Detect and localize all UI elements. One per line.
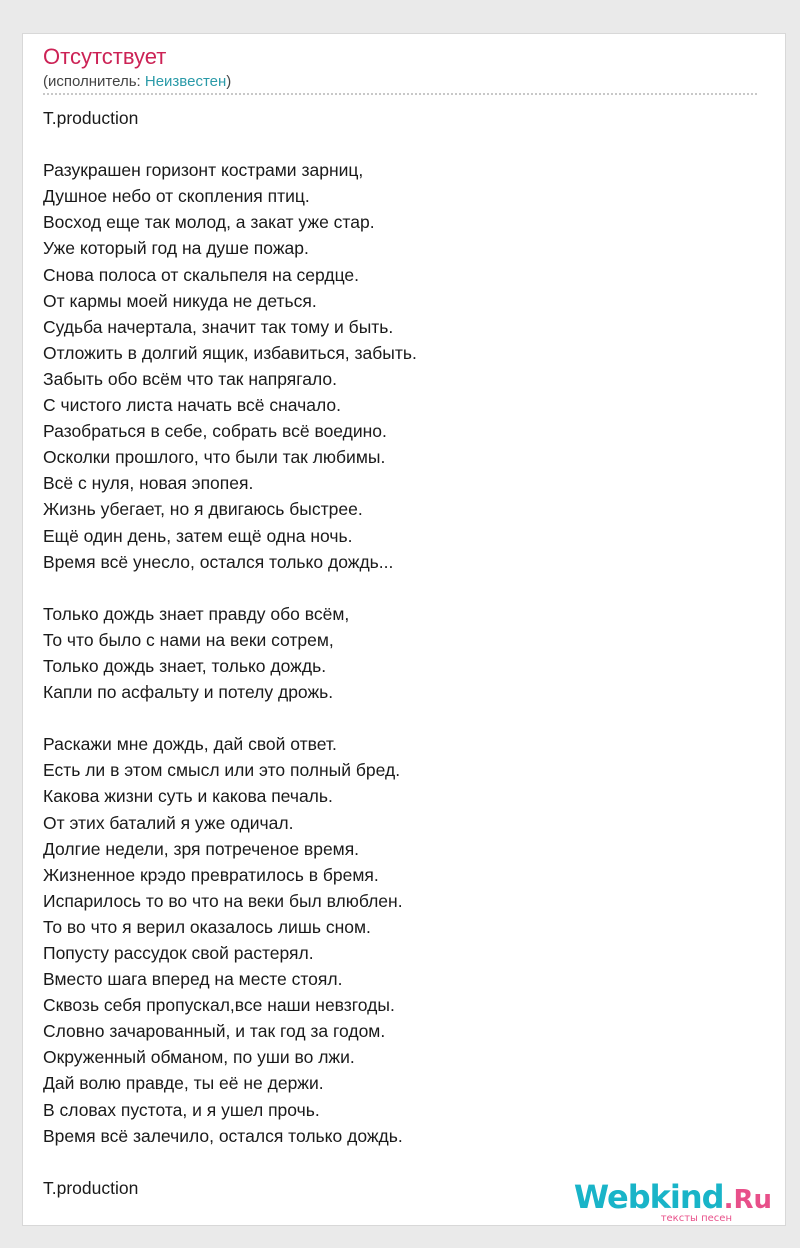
lyric-line: Снова полоса от скальпеля на сердце. xyxy=(43,264,359,285)
logo-tagline: тексты песен xyxy=(660,1213,732,1224)
lyric-line: От этих баталий я уже одичал. xyxy=(43,812,294,833)
lyric-line: Сквозь себя пропускал,все наши невзгоды. xyxy=(43,995,395,1016)
lyric-blank-line xyxy=(43,705,417,731)
lyric-line: Отложить в долгий ящик, избавиться, забыть. xyxy=(43,342,417,363)
lyric-line: Всё с нуля, новая эпопея. xyxy=(43,473,254,494)
lyric-line: Время всё залечило, остался только дождь. xyxy=(43,1125,403,1146)
lyric-line: С чистого листа начать всё сначало. xyxy=(43,395,341,416)
song-title: Отсутствует xyxy=(43,44,167,69)
lyric-blank-line xyxy=(43,1149,417,1175)
lyric-line: То во что я верил оказалось лишь сном. xyxy=(43,916,371,937)
lyric-line: T.production xyxy=(43,1177,139,1198)
artist-prefix: (исполнитель: xyxy=(43,73,145,90)
lyric-line: Осколки прошлого, что были так любимы. xyxy=(43,447,386,468)
lyric-line: В словах пустота, и я ушел прочь. xyxy=(43,1099,320,1120)
lyric-blank-line xyxy=(43,575,417,601)
divider xyxy=(43,93,757,95)
lyric-line: Ещё один день, затем ещё одна ночь. xyxy=(43,525,353,546)
lyric-line: Судьба начертала, значит так тому и быть. xyxy=(43,316,394,337)
logo-domain-suffix: .Ru xyxy=(723,1185,772,1215)
lyric-line: Время всё унесло, остался только дождь... xyxy=(43,551,394,572)
lyric-line: Окруженный обманом, по уши во лжи. xyxy=(43,1047,355,1068)
artist-suffix: ) xyxy=(226,73,232,90)
logo-wordmark xyxy=(574,1180,772,1217)
lyric-line: Какова жизни суть и какова печаль. xyxy=(43,786,333,807)
lyric-line: То что было с нами на веки сотрем, xyxy=(43,629,334,650)
lyric-line: Восход еще так молод, а закат уже стар. xyxy=(43,212,375,233)
lyric-line: Душное небо от скопления птиц. xyxy=(43,186,310,207)
lyric-line: Долгие недели, зря потреченое время. xyxy=(43,838,360,859)
artist-link[interactable]: Неизвестен xyxy=(144,73,227,90)
lyric-line: Уже который год на душе пожар. xyxy=(43,238,309,259)
lyrics-block xyxy=(43,105,417,1201)
lyric-line: Попусту рассудок свой растерял. xyxy=(43,943,314,963)
lyric-line: Есть ли в этом смысл или это полный бред. xyxy=(43,760,401,781)
lyric-line: Капли по асфальту и потелу дрожь. xyxy=(43,682,334,703)
lyric-line: Жизненное крэдо превратилось в бремя. xyxy=(43,864,379,885)
lyric-line: Разобраться в себе, собрать всё воедино. xyxy=(43,421,387,442)
lyric-line: От кармы моей никуда не деться. xyxy=(43,290,317,311)
lyric-line: Разукрашен горизонт кострами зарниц, xyxy=(43,160,364,181)
site-logo[interactable] xyxy=(574,1180,772,1224)
lyric-line: Только дождь знает, только дождь. xyxy=(43,655,327,676)
lyric-line: Жизнь убегает, но я двигаюсь быстрее. xyxy=(43,499,363,520)
lyric-line: Дай волю правде, ты её не держи. xyxy=(43,1073,324,1094)
lyric-line: T.production xyxy=(43,108,139,128)
lyric-line: Только дождь знает правду обо всём, xyxy=(43,603,350,624)
lyric-blank-line xyxy=(43,131,417,157)
lyric-line: Забыть обо всём что так напрягало. xyxy=(43,368,337,389)
lyric-line: Испарилось то во что на веки был влюблен. xyxy=(43,890,403,911)
lyric-line: Раскажи мне дождь, дай свой ответ. xyxy=(43,734,337,755)
artist-line xyxy=(43,73,231,90)
logo-main-text: Webkind xyxy=(573,1178,724,1216)
lyric-line: Словно зачарованный, и так год за годом. xyxy=(43,1021,386,1042)
lyric-line: Вместо шага вперед на месте стоял. xyxy=(43,969,343,990)
